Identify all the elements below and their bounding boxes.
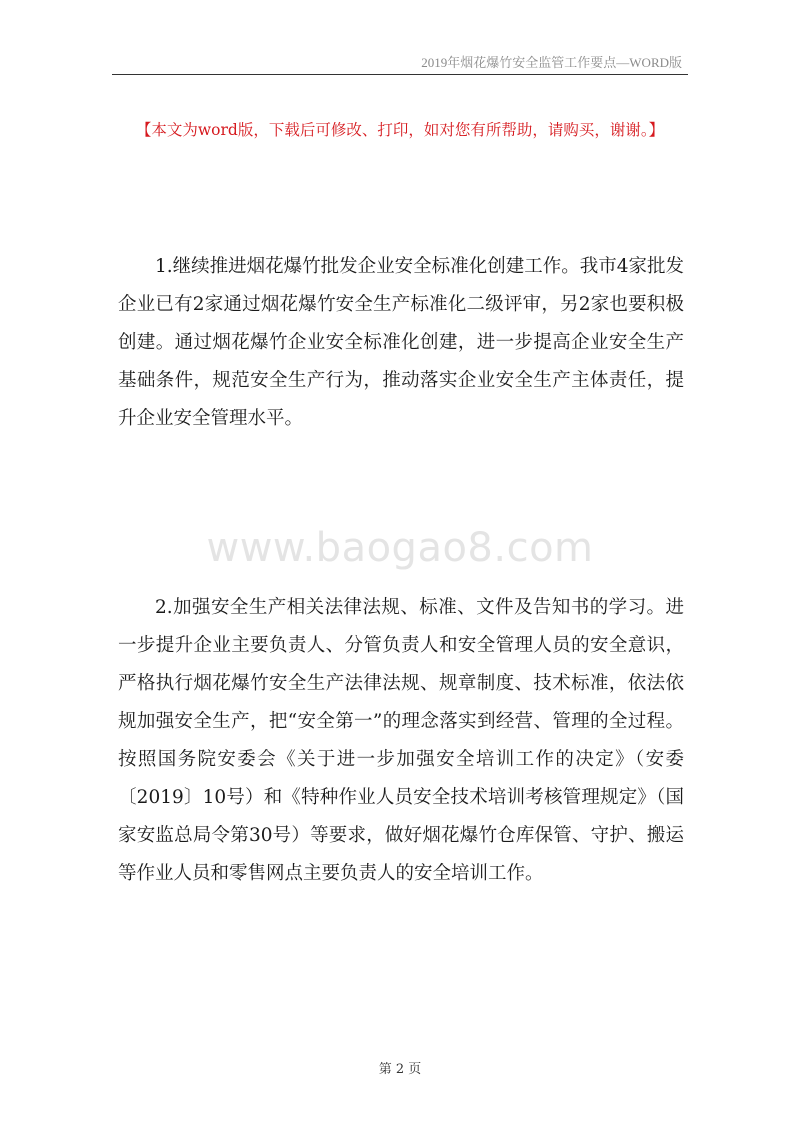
- page-header-title: 2019年烟花爆竹安全监管工作要点—WORD版: [421, 55, 682, 70]
- page-number: 第 2 页: [378, 1062, 422, 1077]
- paragraph-2: 2.加强安全生产相关法律法规、标准、文件及告知书的学习。进一步提升企业主要负责人、分管负责人和安全管理人员的安全意识，严格执行烟花爆竹安全生产法律法规、规章制度、技术标准，依法依规加强安全生产，把“安全第一”的理念落实到经营、管理的全过程。按照国务院安委会《关于进一步加强安全培训工作的决定》（安委〔2019〕10号）和《特种作业人员安全技术培训考核管理规定》（国家安监总局令第30号）等要求，做好烟花爆竹仓库保管、守护、搬运等作业人员和零售网点主要负责人的安全培训工作。: [118, 597, 684, 884]
- purchase-notice: 【本文为word版，下载后可修改、打印，如对您有所帮助，请购买，谢谢。】: [135, 121, 665, 139]
- paragraph-1: 1.继续推进烟花爆竹批发企业安全标准化创建工作。我市4家批发企业已有2家通过烟花爆竹安全生产标准化二级评审，另2家也要积极创建。通过烟花爆竹企业安全标准化创建，进一步提高企业安全生产基础条件，规范安全生产行为，推动落实企业安全生产主体责任，提升企业安全管理水平。: [118, 256, 684, 429]
- watermark: www.baogao8.com: [206, 525, 594, 571]
- header-divider: [112, 74, 688, 75]
